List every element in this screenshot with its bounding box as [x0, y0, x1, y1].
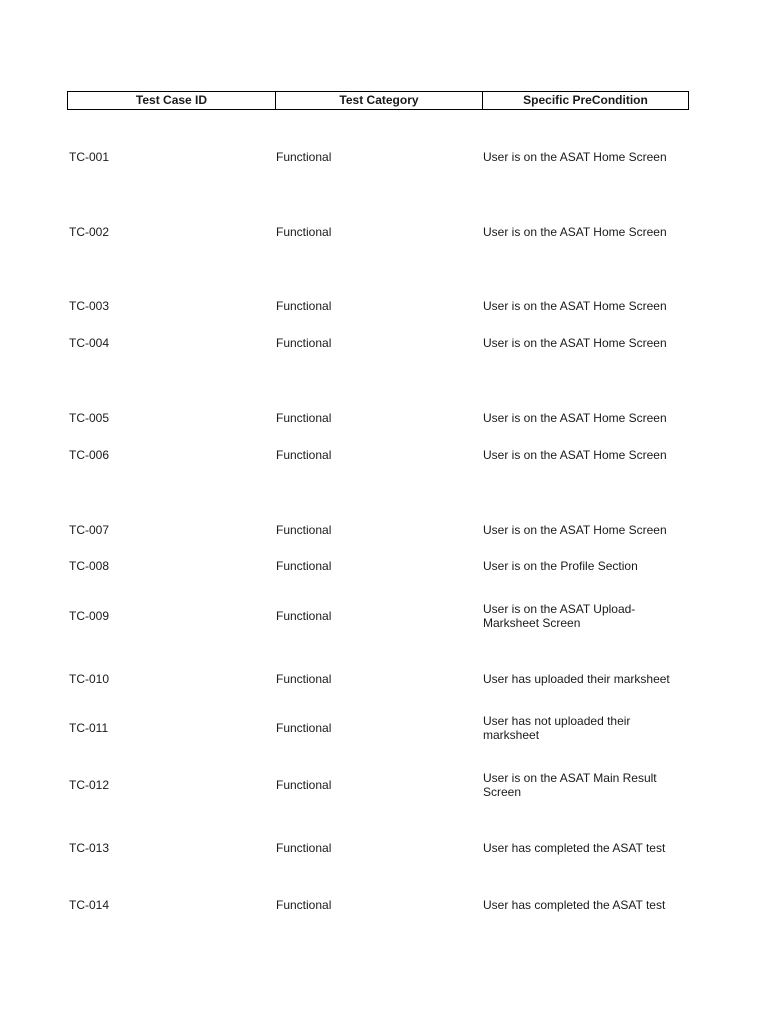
precondition-cell: User has completed the ASAT test — [483, 841, 666, 855]
test-case-id-cell: TC-003 — [69, 299, 110, 313]
test-category-cell: Functional — [276, 559, 332, 573]
test-case-id-cell: TC-002 — [69, 225, 110, 239]
test-category-cell: Functional — [276, 150, 332, 164]
test-category-cell: Functional — [276, 841, 332, 855]
test-category-cell: Functional — [276, 523, 332, 537]
test-case-id-cell: TC-001 — [69, 150, 110, 164]
header-test-case-id: Test Case ID — [135, 93, 208, 107]
precondition-cell: User is on the ASAT Home Screen — [483, 523, 667, 537]
test-category-cell: Functional — [276, 225, 332, 239]
test-category-cell: Functional — [276, 721, 332, 735]
test-case-id-cell: TC-014 — [69, 898, 110, 912]
test-case-id-cell: TC-006 — [69, 448, 110, 462]
header-specific-precondition: Specific PreCondition — [482, 92, 688, 109]
test-category-cell: Functional — [276, 609, 332, 623]
test-category-cell: Functional — [276, 898, 332, 912]
test-category-cell: Functional — [276, 448, 332, 462]
test-case-id-cell: TC-009 — [69, 609, 110, 623]
test-case-id-cell: TC-007 — [69, 523, 110, 537]
test-category-cell: Functional — [276, 336, 332, 350]
precondition-cell: User is on the ASAT Upload- Marksheet Screen — [483, 602, 636, 630]
precondition-cell: User is on the ASAT Home Screen — [483, 448, 667, 462]
precondition-cell: User is on the Profile Section — [483, 559, 638, 573]
precondition-cell: User is on the ASAT Home Screen — [483, 150, 667, 164]
test-category-cell: Functional — [276, 299, 332, 313]
test-case-id-cell: TC-011 — [69, 721, 109, 735]
test-case-id-cell: TC-012 — [69, 778, 110, 792]
test-case-id-cell: TC-010 — [69, 672, 110, 686]
precondition-cell: User has uploaded their marksheet — [483, 672, 670, 686]
test-case-id-cell: TC-005 — [69, 411, 110, 425]
precondition-cell: User is on the ASAT Main Result Screen — [483, 771, 657, 799]
precondition-cell: User is on the ASAT Home Screen — [483, 225, 667, 239]
precondition-cell: User is on the ASAT Home Screen — [483, 411, 667, 425]
precondition-cell: User is on the ASAT Home Screen — [483, 336, 667, 350]
test-case-id-cell: TC-013 — [69, 841, 110, 855]
precondition-cell: User is on the ASAT Home Screen — [483, 299, 667, 313]
table-header — [67, 91, 689, 110]
test-category-cell: Functional — [276, 778, 332, 792]
test-case-id-cell: TC-004 — [69, 336, 110, 350]
precondition-cell: User has not uploaded their marksheet — [483, 714, 631, 742]
test-category-cell: Functional — [276, 411, 332, 425]
test-category-cell: Functional — [276, 672, 332, 686]
precondition-cell: User has completed the ASAT test — [483, 898, 666, 912]
header-test-category: Test Category — [275, 92, 482, 109]
test-case-id-cell: TC-008 — [69, 559, 110, 573]
